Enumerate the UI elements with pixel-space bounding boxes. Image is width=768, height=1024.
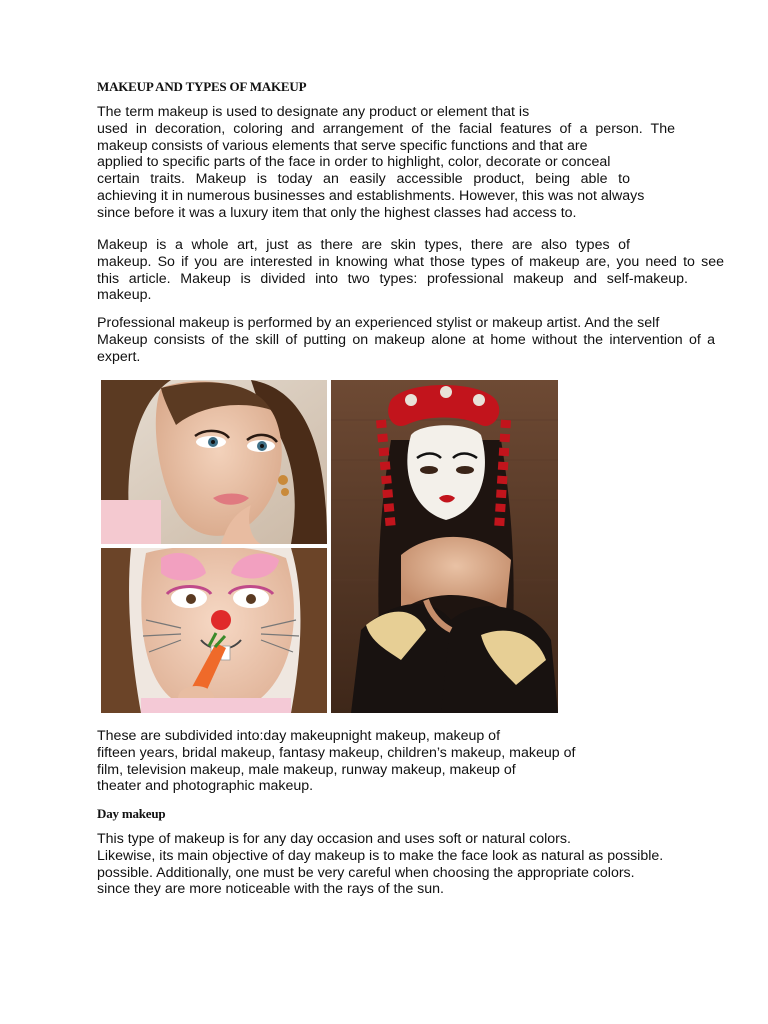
text-line: this article. Makeup is divided into two types: professional makeup and self-makeup. — [97, 270, 688, 287]
text-line: Makeup consists of the skill of putting on makeup alone at home without the intervention of a — [97, 331, 715, 348]
text-line: This type of makeup is for any day occasion and uses soft or natural colors. — [97, 831, 571, 847]
geisha-makeup-illustration — [331, 380, 558, 713]
glam-makeup-photo — [101, 380, 327, 544]
document-title: MAKEUP AND TYPES OF MAKEUP — [97, 79, 307, 94]
text-line: expert. — [97, 348, 141, 365]
text-line: certain traits. Makeup is today an easily accessible product, being able to — [97, 171, 630, 188]
text-line: since before it was a luxury item that only the highest classes had access to. — [97, 204, 577, 221]
bunny-face-paint-illustration — [101, 548, 327, 713]
text-line: The term makeup is used to designate any product or element that is — [97, 104, 530, 120]
text-line: These are subdivided into:day makeupnight makeup, makeup of — [97, 728, 501, 744]
intro-paragraph — [97, 104, 727, 222]
text-line: used in decoration, coloring and arrangement of the facial features of a person. The — [97, 120, 675, 137]
subdivided-paragraph — [97, 728, 727, 795]
text-line: makeup consists of various elements that serve specific functions and that are — [97, 137, 588, 154]
text-line: Professional makeup is performed by an experienced stylist or makeup artist. And the self — [97, 315, 660, 331]
text-line: possible. Additionally, one must be very careful when choosing the appropriate colors. — [97, 864, 635, 881]
text-line: since they are more noticeable with the rays of the sun. — [97, 881, 444, 898]
text-line: achieving it in numerous businesses and establishments. However, this was not always — [97, 187, 645, 204]
text-line: fifteen years, bridal makeup, fantasy makeup, children’s makeup, makeup of — [97, 744, 576, 761]
geisha-makeup-photo — [331, 380, 558, 713]
types-paragraph — [97, 237, 727, 304]
day-makeup-paragraph — [97, 831, 727, 898]
text-line: theater and photographic makeup. — [97, 778, 314, 795]
text-line: makeup. — [97, 287, 152, 304]
day-makeup-heading: Day makeup — [97, 806, 166, 821]
text-line: Likewise, its main objective of day makeup is to make the face look as natural as possible. — [97, 847, 664, 864]
professional-paragraph — [97, 315, 727, 365]
text-line: makeup. So if you are interested in knowing what those types of makeup are, you need to see — [97, 253, 724, 270]
glam-makeup-illustration — [101, 380, 327, 544]
text-line: Makeup is a whole art, just as there are skin types, there are also types of — [97, 237, 630, 253]
text-line: film, television makeup, male makeup, runway makeup, makeup of — [97, 761, 516, 778]
text-line: applied to specific parts of the face in order to highlight, color, decorate or conceal — [97, 154, 611, 171]
bunny-face-paint-photo — [101, 548, 327, 713]
